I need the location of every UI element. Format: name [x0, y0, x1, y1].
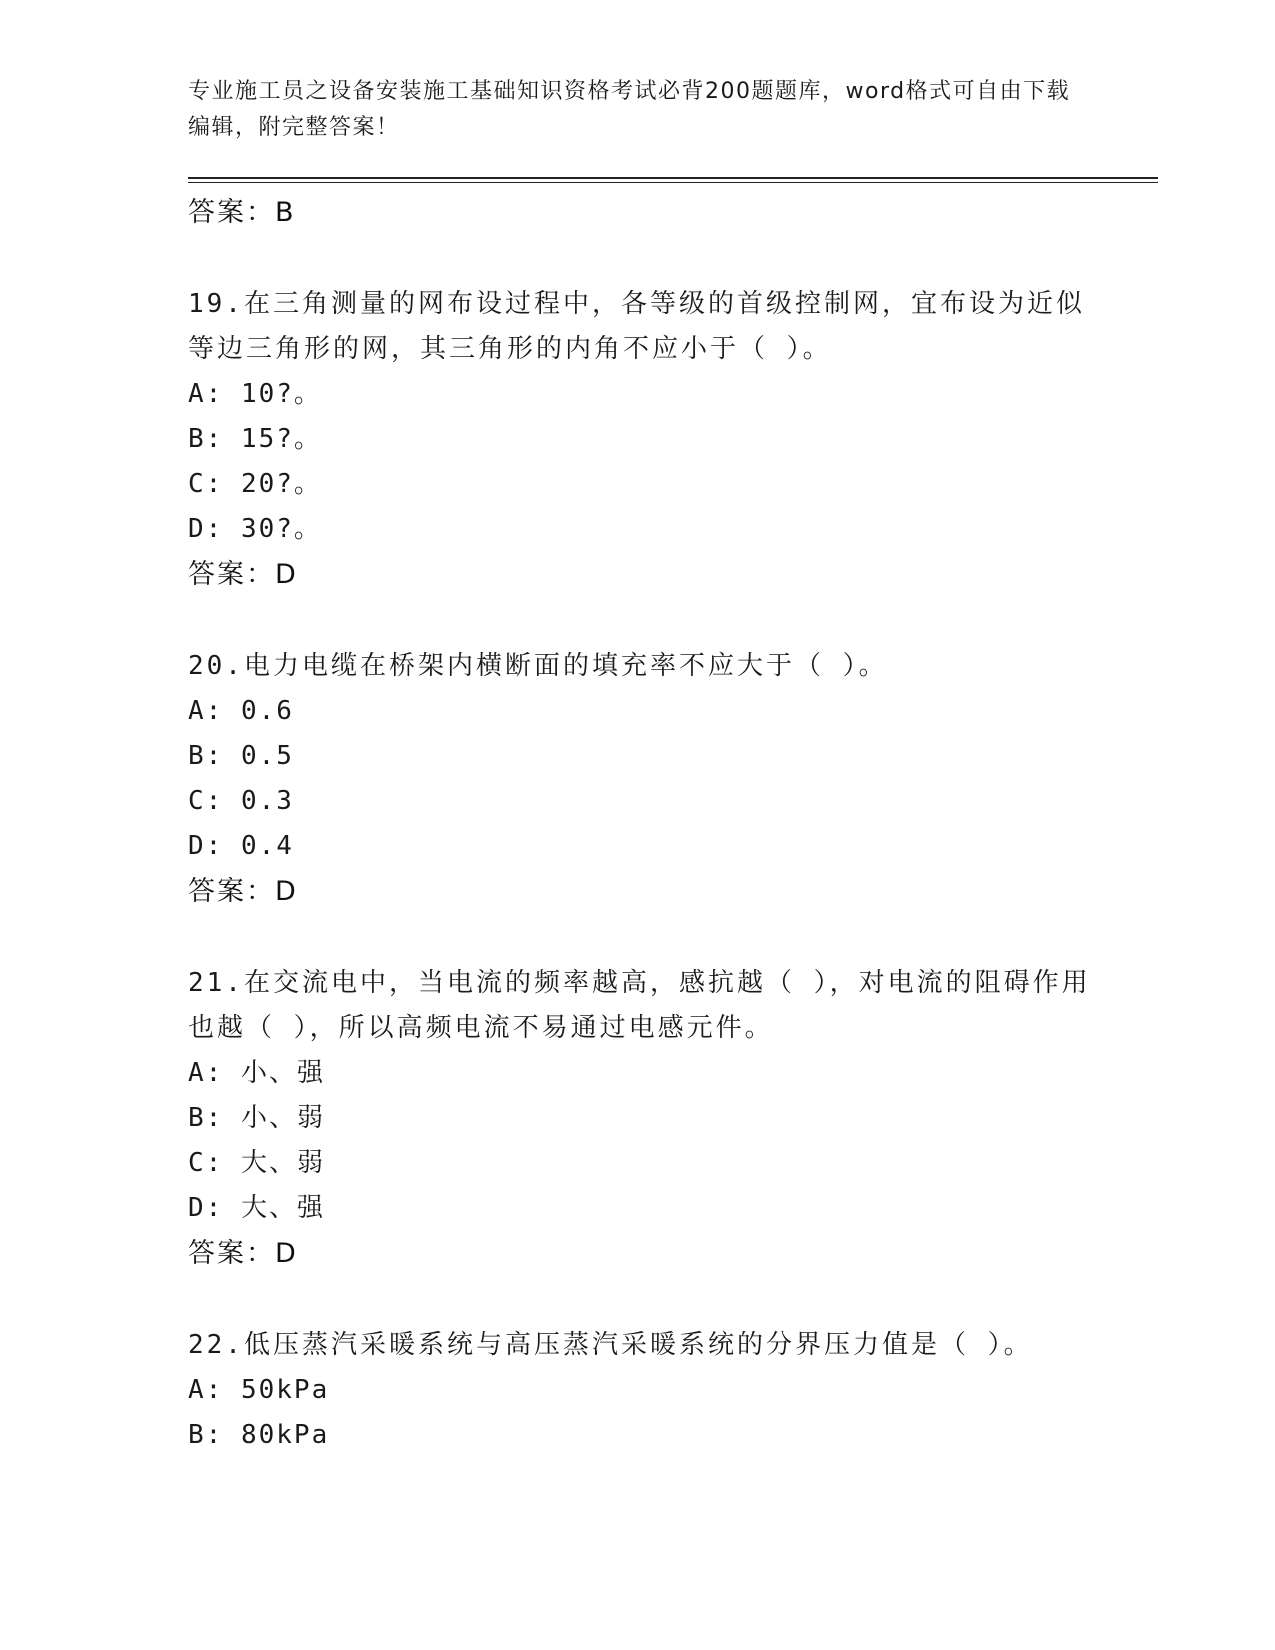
question-list — [188, 190, 1108, 1458]
answer-line: 答案：B — [188, 197, 296, 228]
question-item — [188, 961, 1108, 1277]
option-c: C: 0.3 — [188, 786, 294, 816]
option-d: D: 30?。 — [188, 514, 322, 544]
answer-line: 答案：D — [188, 1238, 298, 1269]
option-a: A: 小、强 — [188, 1058, 325, 1088]
question-item — [188, 644, 1108, 915]
answer-line: 答案：D — [188, 559, 298, 590]
question-text: 20.电力电缆在桥架内横断面的填充率不应大于（ ）。 — [188, 651, 888, 681]
option-a: A: 0.6 — [188, 696, 294, 726]
option-b: B: 80kPa — [188, 1420, 330, 1450]
option-d: D: 大、强 — [188, 1193, 325, 1223]
option-d: D: 0.4 — [188, 831, 294, 861]
option-c: C: 20?。 — [188, 469, 322, 499]
question-item — [188, 1323, 1108, 1458]
option-b: B: 小、弱 — [188, 1103, 325, 1133]
question-item — [188, 282, 1108, 598]
option-b: B: 15?。 — [188, 424, 322, 454]
option-a: A: 50kPa — [188, 1375, 330, 1405]
option-a: A: 10?。 — [188, 379, 322, 409]
document-header: 专业施工员之设备安装施工基础知识资格考试必背200题题库，word格式可自由下载编辑，附完整答案！ — [188, 79, 1071, 140]
question-text: 22.低压蒸汽采暖系统与高压蒸汽采暖系统的分界压力值是（ ）。 — [188, 1330, 1033, 1360]
question-text: 21.在交流电中，当电流的频率越高，感抗越（ ），对电流的阻碍作用也越（ ），所以高频电流不易通过电感元件。 — [188, 968, 1091, 1043]
answer-line: 答案：D — [188, 876, 298, 907]
option-b: B: 0.5 — [188, 741, 294, 771]
header-divider-thin — [188, 182, 1158, 183]
question-text: 19.在三角测量的网布设过程中，各等级的首级控制网，宜布设为近似等边三角形的网，其三角形的内角不应小于（ ）。 — [188, 289, 1085, 364]
header-divider-thick — [188, 177, 1158, 179]
option-c: C: 大、弱 — [188, 1148, 325, 1178]
